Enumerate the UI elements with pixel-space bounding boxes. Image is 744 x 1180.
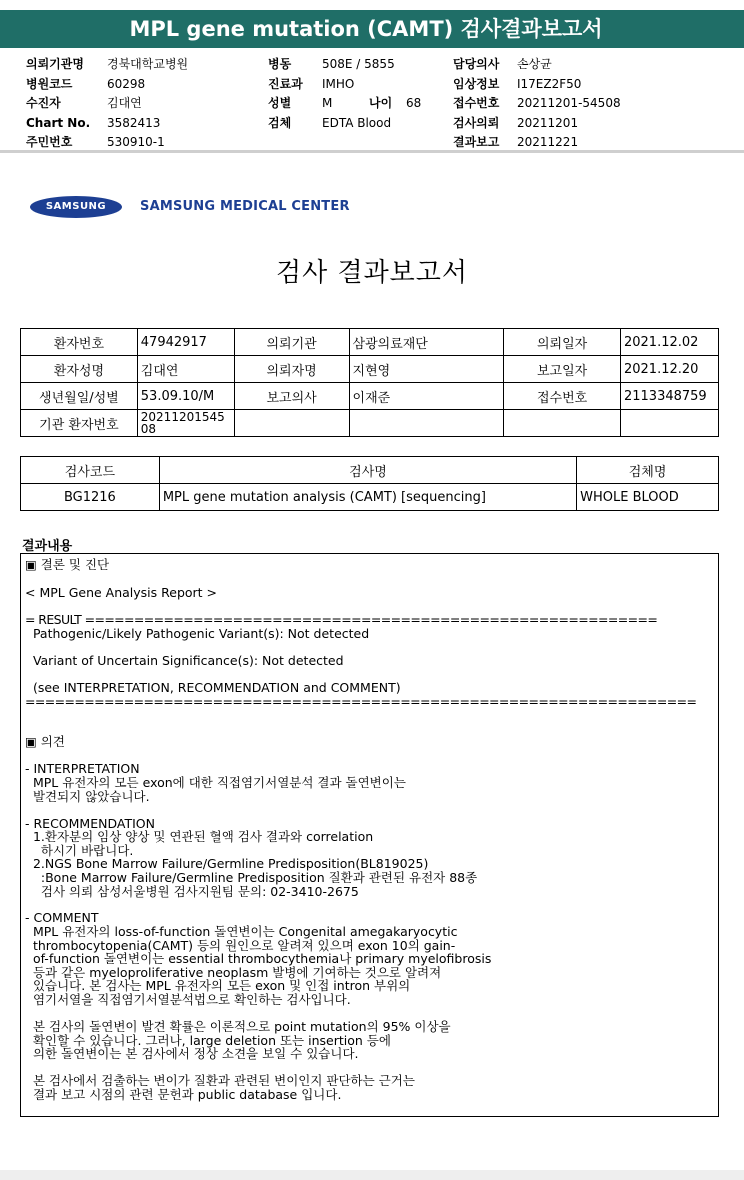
result-line: 의한 돌연변이는 본 검사에서 정상 소견을 보일 수 있습니다. (25, 1046, 359, 1061)
table-cell: 기관 환자번호 (21, 410, 138, 437)
header-field (26, 75, 246, 95)
header-field (26, 55, 246, 75)
samsung-logo (30, 196, 122, 218)
header-value: 3582413 (107, 115, 161, 130)
age-value: 68 (406, 96, 422, 110)
result-line: MPL 유전자의 모든 exon에 대한 직접염기서열분석 결과 돌연변이는 (25, 775, 406, 790)
header-field (453, 114, 673, 134)
result-line: (see INTERPRETATION, RECOMMENDATION and COMMENT) (25, 680, 401, 695)
header-label: 의뢰기관명 (26, 57, 84, 71)
table-cell: 2021120154508 (137, 410, 234, 437)
table-row (21, 356, 719, 383)
table-cell: 의뢰자명 (234, 356, 349, 383)
age-label: 나이 (369, 96, 393, 110)
header-value: 김대연 (107, 96, 142, 110)
header-value: 20211201 (517, 115, 579, 130)
header-value: EDTA Blood (322, 115, 392, 130)
result-line: - INTERPRETATION (25, 761, 140, 776)
result-line: ▣ 결론 및 진단 (25, 557, 110, 572)
result-line: 1.환자분의 임상 양상 및 연관된 혈액 검사 결과와 correlation (25, 829, 374, 844)
table-row (21, 484, 719, 511)
header-label: 수진자 (26, 96, 61, 110)
table-row (21, 329, 719, 356)
header-value: 508E / 5855 (322, 57, 395, 71)
table-cell (234, 410, 349, 437)
table-cell: 김대연 (137, 356, 234, 383)
table-cell: 보고일자 (504, 356, 621, 383)
header-field (268, 55, 448, 75)
table-row (21, 410, 719, 437)
header-label: 검체 (268, 115, 292, 130)
table-cell: 삼광의료재단 (349, 329, 504, 356)
header-label: 병원코드 (26, 76, 73, 91)
table-cell: 생년월일/성별 (21, 383, 138, 410)
header-value: IMHO (322, 76, 355, 91)
table-cell: 의뢰기관 (234, 329, 349, 356)
result-line: 2.NGS Bone Marrow Failure/Germline Predisposition(BL819025) (25, 856, 429, 871)
result-line: = RESULT ========================================================== (25, 612, 658, 627)
report-title-bar (0, 10, 744, 48)
table-cell (504, 410, 621, 437)
result-line: thrombocytopenia(CAMT) 등의 원인으로 알려져 있으며 exon 10의 gain- (25, 938, 456, 953)
result-line: < MPL Gene Analysis Report > (25, 585, 218, 600)
header-value: I17EZ2F50 (517, 76, 582, 91)
table-cell: 이재준 (349, 383, 504, 410)
header-label: 접수번호 (453, 96, 500, 110)
header-field (268, 94, 448, 114)
result-line: 있습니다. 본 검사는 MPL 유전자의 모든 exon 및 인접 intron 부위의 (25, 978, 411, 993)
header-label: 진료과 (268, 76, 303, 91)
header-label: Chart No. (26, 115, 91, 130)
header-value: 경북대학교병원 (107, 57, 189, 71)
table-cell (620, 410, 718, 437)
table-header-cell: 검사명 (159, 457, 576, 484)
result-line: 하시기 바랍니다. (25, 843, 134, 858)
report-subtitle: 검사 결과보고서 (275, 258, 469, 288)
result-line: ▣ 의견 (25, 734, 65, 749)
result-line: ==================================================================== (25, 694, 697, 709)
header-label: 담당의사 (453, 57, 500, 71)
header-value: 60298 (107, 76, 146, 91)
table-cell: MPL gene mutation analysis (CAMT) [sequencing] (159, 484, 576, 511)
table-cell: 환자성명 (21, 356, 138, 383)
table-cell: 환자번호 (21, 329, 138, 356)
header-label: 임상정보 (453, 76, 500, 91)
header-label: 결과보고 (453, 135, 500, 149)
result-line: 결과 보고 시점의 관련 문헌과 public database 입니다. (25, 1087, 342, 1102)
header-label: 성별 (268, 96, 292, 110)
result-line: Variant of Uncertain Significance(s): Not detected (25, 653, 344, 668)
report-main-title: MPL gene mutation (CAMT) 검사결과보고서 (129, 17, 603, 41)
result-content-box (20, 553, 719, 1117)
result-line: - COMMENT (25, 910, 99, 925)
header-field (26, 94, 246, 114)
header-value: 손상균 (517, 57, 552, 71)
table-header-cell: 검사코드 (21, 457, 160, 484)
header-label: 주민번호 (26, 135, 73, 149)
test-info-table (20, 456, 719, 511)
result-line: - RECOMMENDATION (25, 816, 155, 831)
header-label: 검사의뢰 (453, 115, 500, 130)
table-cell: 2113348759 (620, 383, 718, 410)
result-line: 확인할 수 있습니다. 그러나, large deletion 또는 insertion 등에 (25, 1033, 391, 1048)
result-line: 본 검사에서 검출하는 변이가 질환과 관련된 변이인지 판단하는 근거는 (25, 1073, 415, 1088)
result-line: MPL 유전자의 loss-of-function 돌연변이는 Congenital amegakaryocytic (25, 924, 458, 939)
header-value: 530910-1 (107, 135, 165, 149)
samsung-logo-text: SAMSUNG (45, 201, 107, 212)
header-column-3 (453, 55, 673, 153)
header-field (268, 114, 448, 134)
header-field (26, 114, 246, 134)
result-line: 등과 같은 myeloproliferative neoplasm 발병에 기여하는 것으로 알려져 (25, 965, 442, 980)
header-field (453, 55, 673, 75)
table-cell: 지현영 (349, 356, 504, 383)
patient-info-table (20, 328, 719, 437)
table-header-row (21, 457, 719, 484)
header-value: M (322, 96, 333, 110)
table-cell (349, 410, 504, 437)
header-field (453, 75, 673, 95)
table-cell: 2021.12.20 (620, 356, 718, 383)
medical-center-name: SAMSUNG MEDICAL CENTER (140, 199, 350, 214)
header-label: 병동 (268, 57, 292, 71)
page-footer-bar (0, 1170, 744, 1180)
table-cell: WHOLE BLOOD (577, 484, 719, 511)
result-line: 염기서열을 직접염기서열분석법으로 확인하는 검사입니다. (25, 992, 351, 1007)
table-cell: 접수번호 (504, 383, 621, 410)
result-line: Pathogenic/Likely Pathogenic Variant(s): Not detected (25, 626, 370, 641)
table-cell: 보고의사 (234, 383, 349, 410)
result-line: 검사 의뢰 삼성서울병원 검사지원팀 문의: 02-3410-2675 (25, 884, 359, 899)
result-line: :Bone Marrow Failure/Germline Predisposition 질환과 관련된 유전자 88종 (25, 870, 478, 885)
table-cell: 47942917 (137, 329, 234, 356)
table-header-cell: 검체명 (577, 457, 719, 484)
table-cell: 2021.12.02 (620, 329, 718, 356)
result-section-label: 결과내용 (22, 539, 73, 554)
header-column-2 (268, 55, 448, 133)
result-line: 본 검사의 돌연변이 발견 확률은 이론적으로 point mutation의 95% 이상을 (25, 1019, 451, 1034)
header-column-1 (26, 55, 246, 153)
header-field (453, 94, 673, 114)
header-value: 20211221 (517, 135, 579, 149)
table-row (21, 383, 719, 410)
table-cell: 의뢰일자 (504, 329, 621, 356)
result-line: of-function 돌연변이는 essential thrombocythemia나 primary myelofibrosis (25, 951, 492, 966)
header-value: 20211201-54508 (517, 96, 621, 110)
table-cell: 53.09.10/M (137, 383, 234, 410)
table-cell: BG1216 (21, 484, 160, 511)
result-line: 발견되지 않았습니다. (25, 789, 150, 804)
header-field (268, 75, 448, 95)
header-divider (0, 150, 744, 153)
